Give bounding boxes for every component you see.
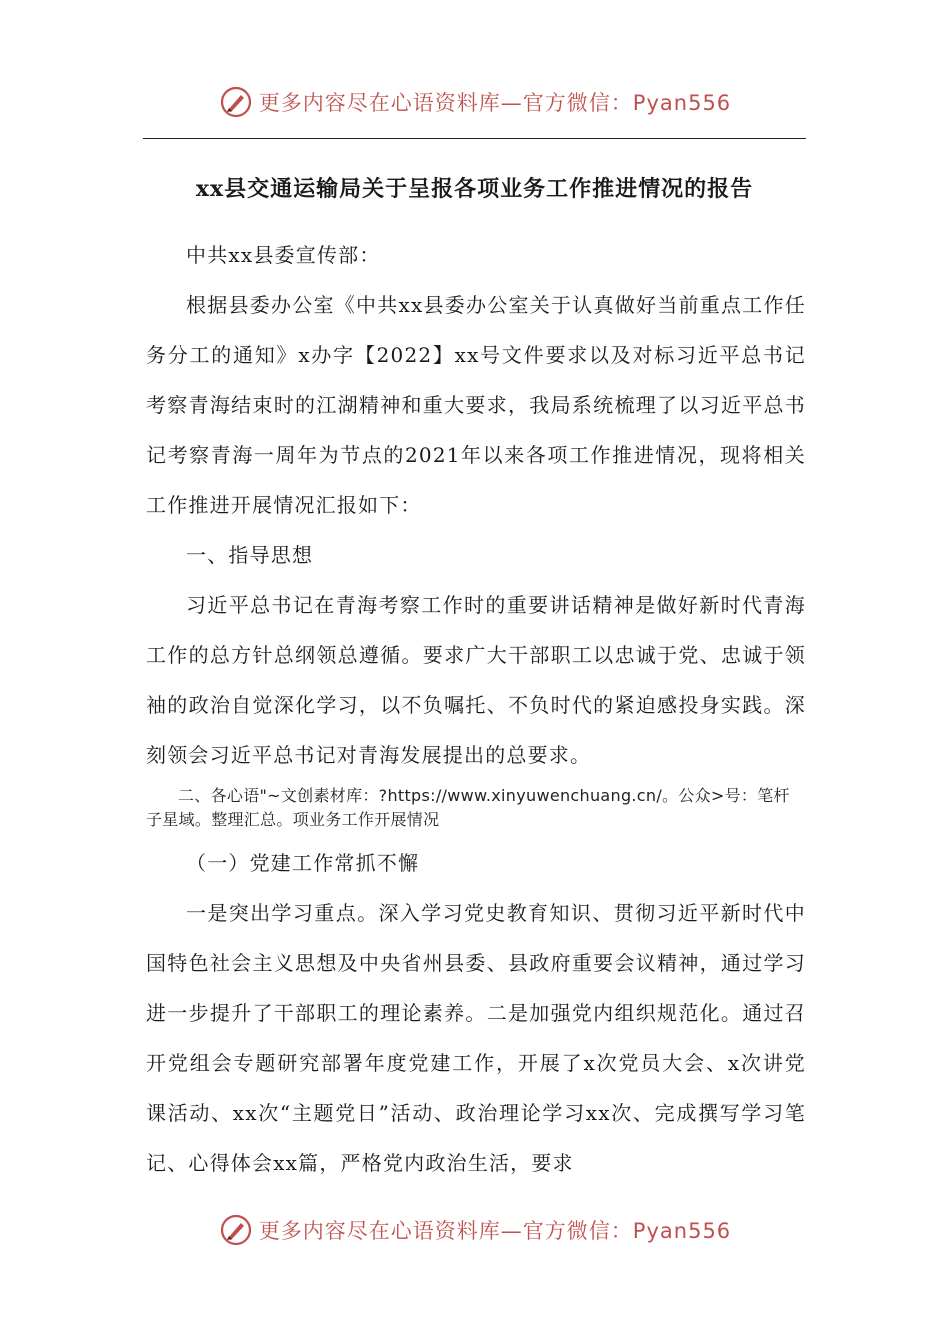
section-body-1: 习近平总书记在青海考察工作时的重要讲话精神是做好新时代青海工作的总方针总纲领总遵循。要求广大干部职工以忠诚于党、忠诚于领袖的政治自觉深化学习，以不负嘱托、不负时代的紧迫感投身实践。深刻领会习近平总书记对青海发展提出的总要求。: [146, 593, 806, 767]
salutation: 中共xx县委宣传部：: [186, 243, 381, 267]
header-banner-text: 更多内容尽在心语资料库—官方微信：Pyan556: [258, 91, 732, 115]
subsection-heading-1: （一）党建工作常抓不懈: [186, 851, 420, 875]
header-banner: [0, 80, 950, 124]
document-title: xx县交通运输局关于呈报各项业务工作推进情况的报告: [195, 176, 754, 202]
header-rule: [143, 138, 806, 139]
footer-banner-text: 更多内容尽在心语资料库—官方微信：Pyan556: [258, 1219, 732, 1243]
pen-logo-icon: [219, 85, 253, 119]
footer-banner: [0, 1208, 950, 1252]
section-heading-2-watermark-note: 二、各心语"~文创素材库：?https://www.xinyuwenchuang.cn/。公众>号：笔杆子星域。整理汇总。项业务工作开展情况: [146, 786, 790, 829]
section-heading-1: 一、指导思想: [186, 543, 314, 567]
subsection-body-1: 一是突出学习重点。深入学习党史教育知识、贯彻习近平新时代中国特色社会主义思想及中央省州县委、县政府重要会议精神，通过学习进一步提升了干部职工的理论素养。二是加强党内组织规范化。通过召开党组会专题研究部署年度党建工作，开展了x次党员大会、x次讲党课活动、xx次“主题党日”活动、政治理论学习xx次、完成撰写学习笔记、心得体会xx篇，严格党内政治生活，要求: [146, 901, 806, 1175]
document-body: [146, 230, 806, 1188]
intro-paragraph: 根据县委办公室《中共xx县委办公室关于认真做好当前重点工作任务分工的通知》x办字【2022】xx号文件要求以及对标习近平总书记考察青海结束时的江湖精神和重大要求，我局系统梳理了以习近平总书记考察青海一周年为节点的2021年以来各项工作推进情况，现将相关工作推进开展情况汇报如下：: [146, 293, 806, 517]
pen-logo-icon: [219, 1213, 253, 1247]
